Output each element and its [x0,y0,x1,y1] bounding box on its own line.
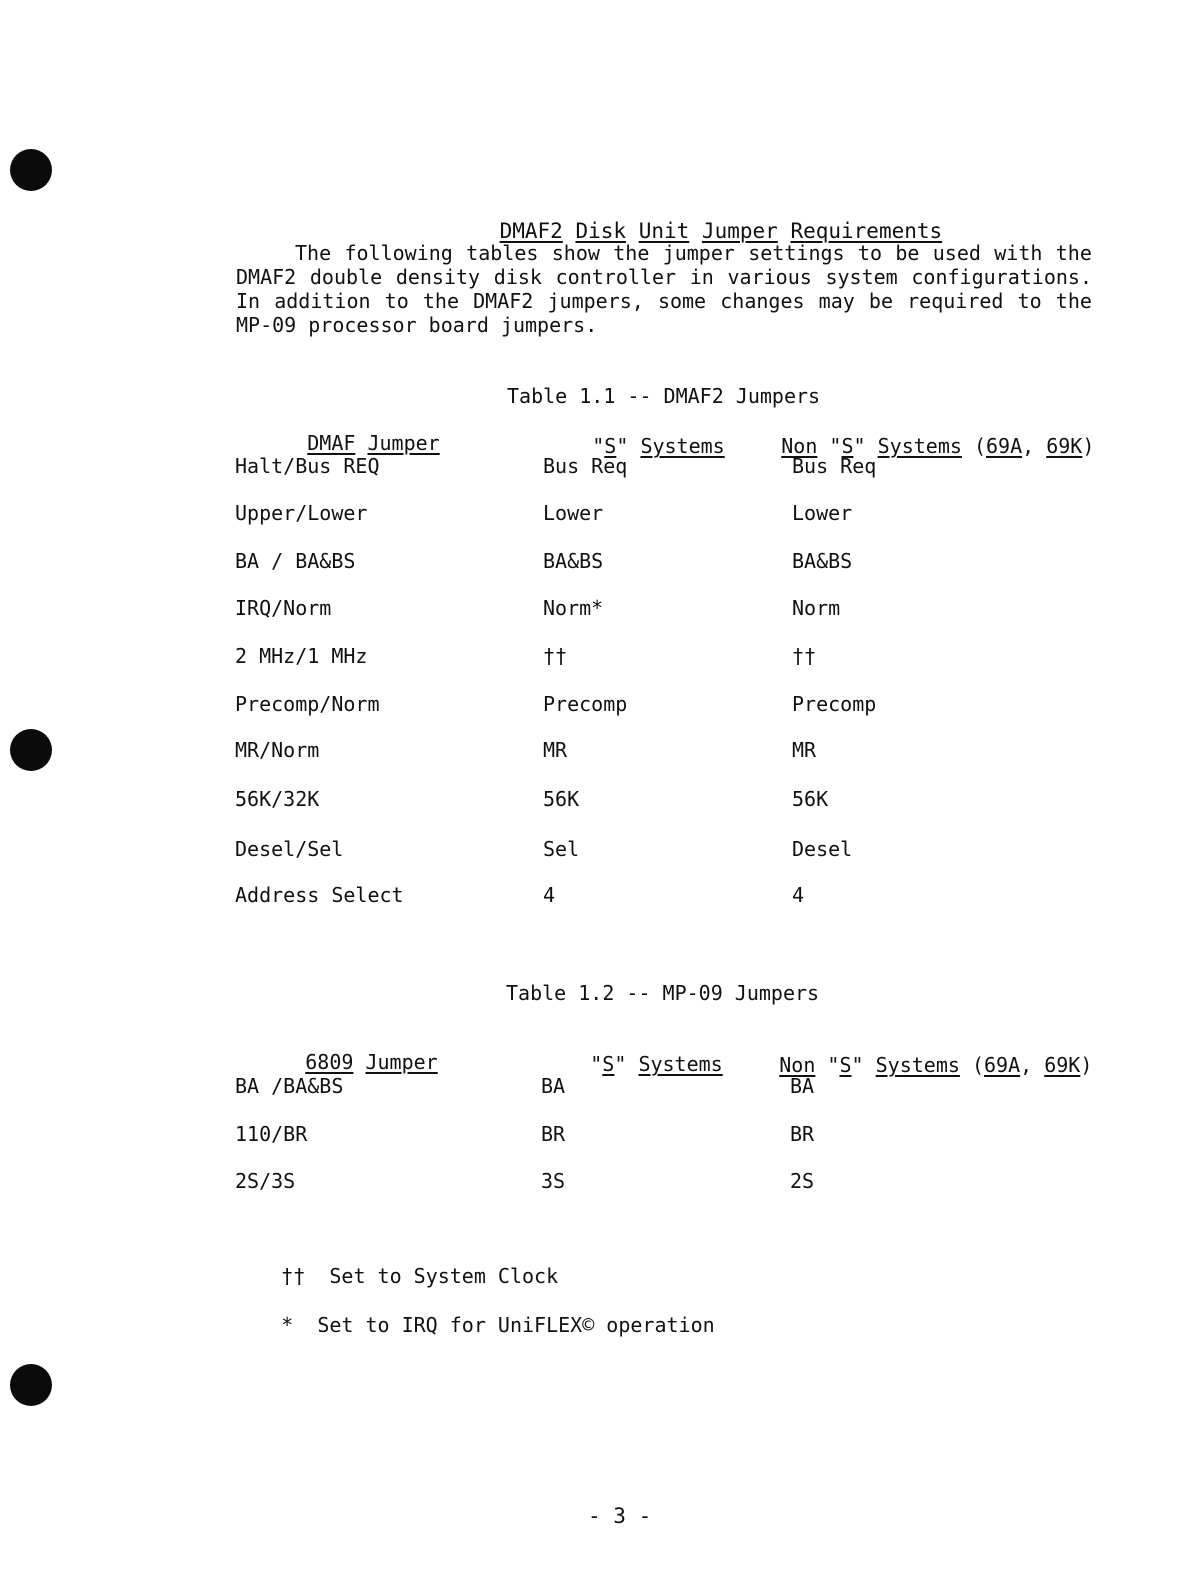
non-s-systems-value: 2S [790,1169,815,1193]
footnote-text: Set to IRQ for UniFLEX© operation [317,1313,715,1337]
non-s-systems-value: BA [790,1074,815,1098]
intro-line-3 [236,289,1092,313]
comma: , [1022,434,1035,458]
intro-word: to [384,289,409,313]
quote-mark: " [592,434,605,458]
jumper-name: 56K/32K [235,787,320,811]
header-word: S [839,1053,852,1077]
non-s-systems-value: Bus Req [792,454,877,478]
header-word: 6809 [305,1050,354,1074]
intro-word: configurations. [911,265,1092,289]
table-row [0,596,1191,622]
jumper-name: 110/BR [235,1122,308,1146]
jumper-name: BA /BA&BS [235,1074,344,1098]
punch-hole-top [10,149,52,191]
intro-word: to [1017,289,1042,313]
footnote-mark: †† [281,1264,306,1288]
non-s-systems-value: 56K [792,787,829,811]
quote-mark: " [853,434,866,458]
punch-hole-bottom [10,1364,52,1406]
header-word: Systems [640,434,725,458]
table-row [0,787,1191,813]
intro-word: jumper [662,241,735,265]
s-systems-value: BA&BS [543,549,604,573]
quote-mark: " [590,1052,603,1076]
intro-word: controller [555,265,677,289]
intro-word: show [551,241,600,265]
header-word: Jumper [365,1050,438,1074]
header-word: 69A [984,1053,1021,1077]
s-systems-value: BR [541,1122,566,1146]
table-row [0,738,1191,764]
jumper-name: 2S/3S [235,1169,296,1193]
quote-mark: " [616,434,629,458]
jumper-name: 2 MHz/1 MHz [235,644,368,668]
footnote-text: Set to System Clock [329,1264,559,1288]
intro-line-4 [236,313,1092,337]
table-row [0,1169,1191,1195]
intro-word: The [295,241,332,265]
jumper-name: Halt/Bus REQ [235,454,380,478]
page-number: - 3 - [588,1504,652,1528]
header-word: 69K [1044,1053,1081,1077]
table2-caption: Table 1.2 -- MP-09 Jumpers [506,981,820,1005]
non-s-systems-value: 4 [792,883,805,907]
header-word: Non [781,434,818,458]
intro-word: used [932,241,981,265]
intro-word: In [236,289,261,313]
intro-word: settings [748,241,845,265]
title-word: Requirements [790,219,943,243]
non-s-systems-value: Precomp [792,692,877,716]
s-systems-value: BA [541,1074,566,1098]
intro-word: required [907,289,1004,313]
non-s-systems-value: Lower [792,501,853,525]
footnote-mark: * [281,1313,294,1337]
title-word: Disk [575,219,627,243]
jumper-name: Address Select [235,883,404,907]
intro-word: to [857,241,883,265]
s-systems-value: MR [543,738,568,762]
table-row [0,1122,1191,1148]
intro-paragraph [236,241,1092,337]
non-s-systems-value: †† [792,644,817,668]
non-s-systems-value: BR [790,1122,815,1146]
intro-word: following [344,241,453,265]
table-row [0,644,1191,670]
quote-mark: " [829,434,842,458]
jumper-name: Desel/Sel [235,837,344,861]
s-systems-value: 56K [543,787,580,811]
jumper-name: MR/Norm [235,738,320,762]
table-row [0,454,1191,480]
title-word: Jumper [701,219,778,243]
intro-word: addition [274,289,371,313]
intro-word: in [689,265,714,289]
header-word: S [602,1052,615,1076]
intro-word: some [657,289,707,313]
intro-text: MP-09 processor board jumpers. [236,313,598,337]
header-word: DMAF [307,431,356,455]
title-word: Unit [638,219,690,243]
s-systems-value: Sel [543,837,580,861]
quote-mark: " [827,1053,840,1077]
s-systems-value: 4 [543,883,556,907]
intro-word: the [1055,241,1092,265]
paren: ) [1082,434,1095,458]
intro-word: DMAF2 [473,289,534,313]
s-systems-value: Lower [543,501,604,525]
intro-word: jumpers, [547,289,644,313]
intro-word: changes [720,289,805,313]
table-row [0,549,1191,575]
s-systems-value: Norm* [543,596,604,620]
table-row [0,692,1191,718]
intro-word: the [613,241,650,265]
intro-word: the [1055,289,1092,313]
header-word: S [841,434,854,458]
intro-word: various [727,265,812,289]
intro-word: density [395,265,481,289]
paren: ) [1080,1053,1093,1077]
intro-word: be [895,241,920,265]
intro-word: may [818,289,855,313]
intro-word: be [868,289,893,313]
s-systems-value: †† [543,644,568,668]
intro-line-2 [236,265,1092,289]
comma: , [1020,1053,1033,1077]
quote-mark: " [614,1052,627,1076]
header-word: Jumper [367,431,440,455]
quote-mark: " [851,1053,864,1077]
non-s-systems-value: MR [792,738,817,762]
intro-word: disk [493,265,542,289]
s-systems-value: 3S [541,1169,566,1193]
table1-caption: Table 1.1 -- DMAF2 Jumpers [507,384,821,408]
header-word: Systems [638,1052,723,1076]
header-word: 69A [986,434,1023,458]
table-row [0,1074,1191,1100]
paren: ( [971,1053,984,1077]
table-row [0,501,1191,527]
jumper-name: Precomp/Norm [235,692,380,716]
header-word: S [604,434,617,458]
jumper-name: BA / BA&BS [235,549,356,573]
paren: ( [973,434,986,458]
non-s-systems-value: BA&BS [792,549,853,573]
non-s-systems-value: Desel [792,837,853,861]
table-row [0,837,1191,863]
title-word: DMAF2 [499,219,563,243]
jumper-name: IRQ/Norm [235,596,332,620]
non-s-systems-value: Norm [792,596,841,620]
intro-word: system [825,265,898,289]
jumper-name: Upper/Lower [235,501,368,525]
intro-word: tables [466,241,539,265]
s-systems-value: Bus Req [543,454,628,478]
intro-word: with [994,241,1043,265]
table-row [0,883,1191,909]
header-word: Systems [877,434,962,458]
header-word: Systems [875,1053,960,1077]
header-word: 69K [1046,434,1083,458]
footnote-asterisk [233,1289,715,1361]
intro-word: the [422,289,460,313]
intro-line-1 [236,241,1092,265]
header-word: Non [779,1053,816,1077]
intro-word: DMAF2 [236,265,297,289]
intro-word: double [309,265,383,289]
s-systems-value: Precomp [543,692,628,716]
